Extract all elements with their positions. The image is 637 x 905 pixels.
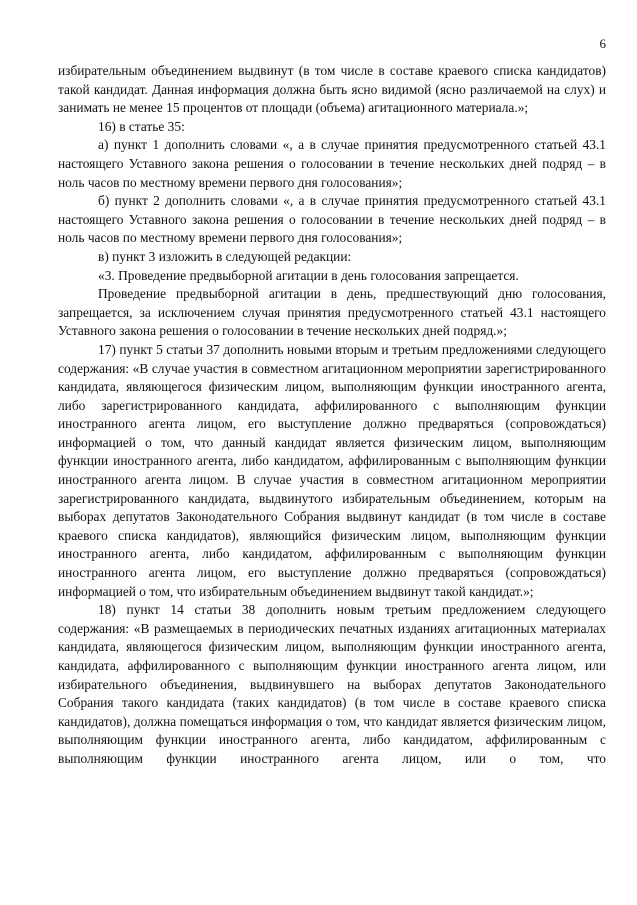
paragraph-item-17: 17) пункт 5 статьи 37 дополнить новыми вторым и третьим предложениями следующего содержания: «В случае участия в совместном агитационном мероприятии зарегистрированного кандидата, являющегося физическим лицом, выполняющим функции иностранного агента, либо зарегистрированного кандидата, аффилированного с выполняющим функции иностранного агента лицом, его выступление должно предваряться (сопровождаться) информацией о том, что данный кандидат является физическим лицом, выполняющим функции иностранного агента, либо кандидатом, аффилированным с выполняющим функции иностранного агента лицом. В случае участия в совместном агитационном мероприятии зарегистрированного кандидата, выдвинутого избирательным объединением, которым на выборах депутатов Законодательного Собрания выдвинут кандидат (в том числе в составе краевого списка кандидатов), являющийся физическим лицом, выполняющим функции иностранного агента, либо кандидатом, аффилированным с выполняющим функции иностранного агента лицом, его выступление должно предваряться (сопровождаться) информацией о том, что избирательным объединением выдвинут такой кандидат.»; xyxy=(58,341,606,599)
paragraph-quote-point-3: «3. Проведение предвыборной агитации в день голосования запрещается. xyxy=(98,267,519,283)
paragraph-item-18: 18) пункт 14 статьи 38 дополнить новым третьим предложением следующего содержания: «В размещаемых в периодических печатных изданиях агитационных материалах кандидата, являющегося физическим лицом, выполняющим функции иностранного агента, кандидата, аффилированного с выполняющим функции иностранного агента лицом, или избирательного объединения, выдвинувшего на выборах депутатов Законодательного Собрания такого кандидата (таких кандидатов) (в том числе в составе краевого списка кандидатов), должна помещаться информация о том, что кандидат является физическим лицом, выполняющим функции иностранного агента, либо кандидатом, аффилированным с выполняющим функции иностранного агента лицом, или о том, что xyxy=(58,602,606,766)
paragraph-item-16v: в) пункт 3 изложить в следующей редакции: xyxy=(98,248,352,264)
page-number: 6 xyxy=(599,36,606,51)
paragraph-continuation: избирательным объединением выдвинут (в том числе в составе краевого списка кандидатов) такой кандидат. Данная информация должна быть ясно видимой (ясно различаемой на слух) и занимать не менее 15 процентов от площади (объема) агитационного материала.»; xyxy=(58,63,606,116)
paragraph-quote-point-3-cont: Проведение предвыборной агитации в день, предшествующий дню голосования, запрещается, за исключением случая принятия предусмотренного статьей 43.1 настоящего Уставного закона решения о голосовании в течение нескольких дней подряд.»; xyxy=(58,286,606,339)
paragraph-item-16: 16) в статье 35: xyxy=(98,118,185,134)
document-body xyxy=(58,62,606,769)
paragraph-item-16a: а) пункт 1 дополнить словами «, а в случае принятия предусмотренного статьей 43.1 настоящего Уставного закона решения о голосовании в течение нескольких дней подряд – в ноль часов по местному времени первого дня голосования»; xyxy=(58,137,606,190)
paragraph-item-16b: б) пункт 2 дополнить словами «, а в случае принятия предусмотренного статьей 43.1 настоящего Уставного закона решения о голосовании в течение нескольких дней подряд – в ноль часов по местному времени первого дня голосования»; xyxy=(58,193,606,246)
